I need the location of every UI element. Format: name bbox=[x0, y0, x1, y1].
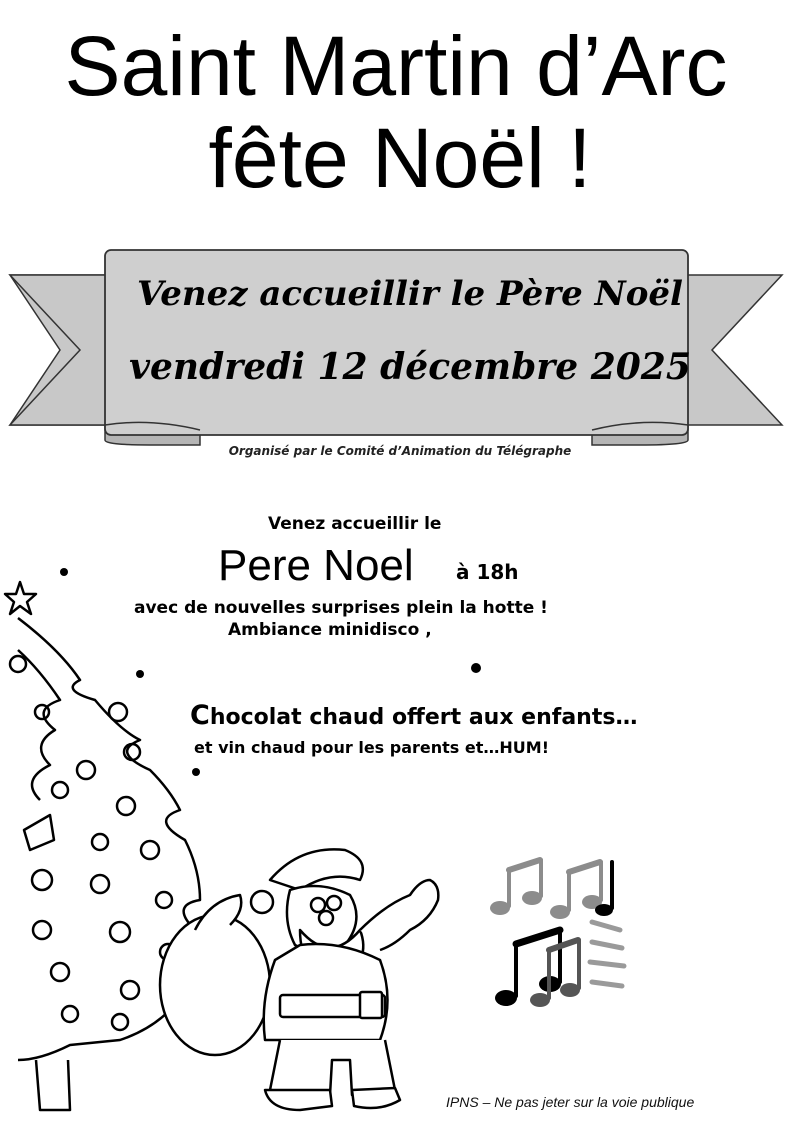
event-ambiance: Ambiance minidisco , bbox=[228, 620, 432, 640]
santa-claus-icon bbox=[160, 849, 438, 1110]
organiser-credit: Organisé par le Comité d’Animation du Télégraphe bbox=[228, 444, 572, 458]
event-time: à 18h bbox=[456, 560, 519, 584]
banner-invite-line: Venez accueillir le Père Noël bbox=[137, 274, 683, 314]
chocolate-initial: C bbox=[190, 700, 210, 731]
event-santa-name: Pere Noel bbox=[218, 541, 414, 590]
footer-notice: IPNS – Ne pas jeter sur la voie publique bbox=[446, 1094, 695, 1110]
poster-title-line2: fête Noël ! bbox=[208, 111, 592, 205]
illustrations bbox=[0, 560, 792, 1121]
decorative-dots bbox=[60, 560, 481, 776]
banner-date-line: vendredi 12 décembre 2025 bbox=[129, 346, 691, 388]
event-surprises: avec de nouvelles surprises plein la hotte ! bbox=[134, 598, 548, 618]
event-intro: Venez accueillir le bbox=[268, 514, 442, 534]
chocolate-text: hocolat chaud offert aux enfants… bbox=[209, 705, 638, 730]
poster-title-line1: Saint Martin d’Arc bbox=[64, 19, 728, 113]
christmas-tree-icon bbox=[5, 582, 200, 1110]
music-notes-icon bbox=[490, 860, 624, 1007]
event-wine: et vin chaud pour les parents et…HUM! bbox=[194, 738, 549, 757]
